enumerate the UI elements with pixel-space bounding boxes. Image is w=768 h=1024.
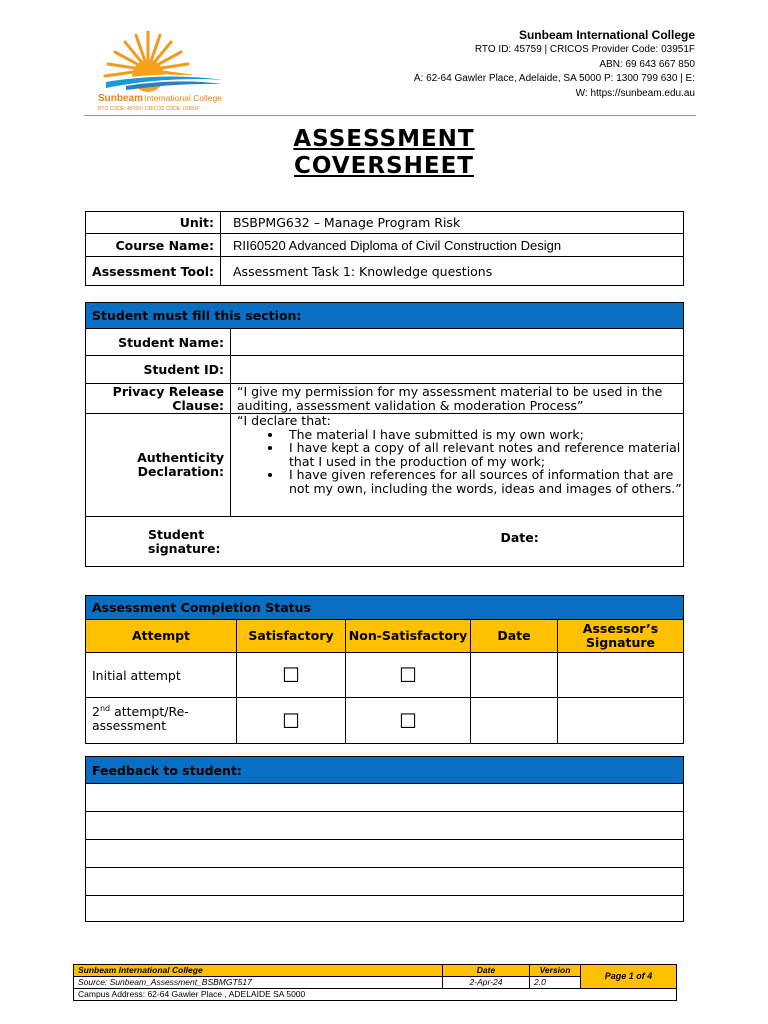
table-row	[86, 653, 684, 698]
sunburst-icon	[96, 28, 236, 116]
student-id-label: Student ID:	[86, 356, 231, 384]
header-divider	[84, 115, 696, 116]
feedback-line[interactable]	[86, 868, 684, 896]
footer-date: 2-Apr-24	[443, 977, 530, 989]
table-row	[86, 698, 684, 744]
authenticity-label: Authenticity Declaration:	[86, 414, 231, 517]
footer-page-number: Page 1 of 4	[581, 965, 677, 989]
footer-version: 2.0	[530, 977, 581, 989]
footer-campus: Campus Address: 62-64 Gawler Place , ADELAIDE SA 5000	[74, 989, 677, 1001]
col-date: Date	[471, 620, 558, 653]
privacy-text: “I give my permission for my assessment material to be used in the auditing, assessment validation & moderation Process”	[231, 384, 684, 414]
feedback-line[interactable]	[86, 812, 684, 840]
signature-label: Student signature:	[86, 517, 231, 567]
footer-date-label: Date	[443, 965, 530, 977]
course-value: RII60520 Advanced Diploma of Civil Construction Design	[221, 234, 684, 257]
feedback-line[interactable]	[86, 896, 684, 922]
satisfactory-checkbox[interactable]: ☐	[237, 698, 346, 744]
assessor-signature-cell[interactable]	[558, 698, 684, 744]
course-label: Course Name:	[86, 234, 221, 257]
unit-info-table	[85, 211, 684, 286]
student-section-heading: Student must fill this section:	[86, 303, 684, 329]
abn-line: ABN: 69 643 667 850	[599, 58, 695, 70]
authenticity-intro: “I declare that:	[237, 413, 331, 428]
non-satisfactory-checkbox[interactable]: ☐	[346, 653, 471, 698]
feedback-line[interactable]	[86, 784, 684, 812]
unit-row	[86, 212, 684, 234]
attempt-number: 2	[92, 704, 100, 720]
attempt-cell: Initial attempt	[86, 653, 237, 698]
date-label: Date:	[500, 530, 539, 545]
authenticity-list	[237, 428, 683, 496]
col-satisfactory: Satisfactory	[237, 620, 346, 653]
col-non-satisfactory: Non-Satisfactory	[346, 620, 471, 653]
college-name: Sunbeam International College	[518, 28, 695, 42]
assessor-signature-cell[interactable]	[558, 653, 684, 698]
attempt-rest: attempt/Re-assessment	[92, 704, 189, 734]
web-line: W: https://sunbeam.edu.au	[575, 87, 695, 99]
footer-source: Source: Sunbeam_Assessment_BSBMGT517	[74, 977, 443, 989]
unit-label: Unit:	[86, 212, 221, 234]
authenticity-point: • I have kept a copy of all relevant notes and reference material that I used in the production of my work;	[283, 441, 683, 468]
title-line-2: COVERSHEET	[294, 153, 474, 179]
student-name-field[interactable]	[231, 329, 684, 356]
tool-row	[86, 257, 684, 286]
unit-value: BSBPMG632 – Manage Program Risk	[221, 212, 684, 234]
authenticity-declaration	[231, 414, 684, 517]
date-cell[interactable]	[471, 653, 558, 698]
authenticity-point: • I have given references for all sources of information that are not my own, including the words, ideas and images of others.”	[283, 468, 683, 495]
college-header	[414, 28, 695, 101]
footer-version-label: Version	[530, 965, 581, 977]
tool-value: Assessment Task 1: Knowledge questions	[221, 257, 684, 286]
feedback-heading: Feedback to student:	[86, 757, 684, 784]
signature-date-cell[interactable]	[231, 517, 684, 567]
title-line-1: ASSESSMENT	[293, 126, 475, 152]
student-section-table	[85, 302, 684, 567]
feedback-line[interactable]	[86, 840, 684, 868]
completion-status-table	[85, 595, 684, 744]
tool-label: Assessment Tool:	[86, 257, 221, 286]
svg-text:International College: International College	[144, 93, 222, 103]
svg-text:Sunbeam: Sunbeam	[98, 93, 144, 104]
date-cell[interactable]	[471, 698, 558, 744]
attempt-cell	[86, 698, 237, 744]
col-attempt: Attempt	[86, 620, 237, 653]
page-title	[0, 126, 768, 180]
student-name-label: Student Name:	[86, 329, 231, 356]
privacy-label: Privacy Release Clause:	[86, 384, 231, 414]
student-id-field[interactable]	[231, 356, 684, 384]
satisfactory-checkbox[interactable]: ☐	[237, 653, 346, 698]
page-footer	[73, 964, 677, 1001]
col-assessor-signature: Assessor’s Signature	[558, 620, 684, 653]
non-satisfactory-checkbox[interactable]: ☐	[346, 698, 471, 744]
course-row	[86, 234, 684, 257]
footer-college: Sunbeam International College	[74, 965, 443, 977]
attempt-suffix: nd	[99, 704, 111, 713]
rto-line: RTO ID: 45759 | CRICOS Provider Code: 03951F	[474, 44, 695, 55]
svg-text:RTO CODE: 45759 | CRICOS CODE:: RTO CODE: 45759 | CRICOS CODE: 03951F	[98, 106, 200, 112]
feedback-table	[85, 756, 684, 922]
authenticity-point: • The material I have submitted is my own work;	[283, 428, 683, 442]
college-logo	[96, 28, 236, 116]
address-line: A: 62-64 Gawler Place, Adelaide, SA 5000 P: 1300 799 630 | E:	[413, 73, 695, 84]
completion-heading: Assessment Completion Status	[86, 596, 684, 620]
